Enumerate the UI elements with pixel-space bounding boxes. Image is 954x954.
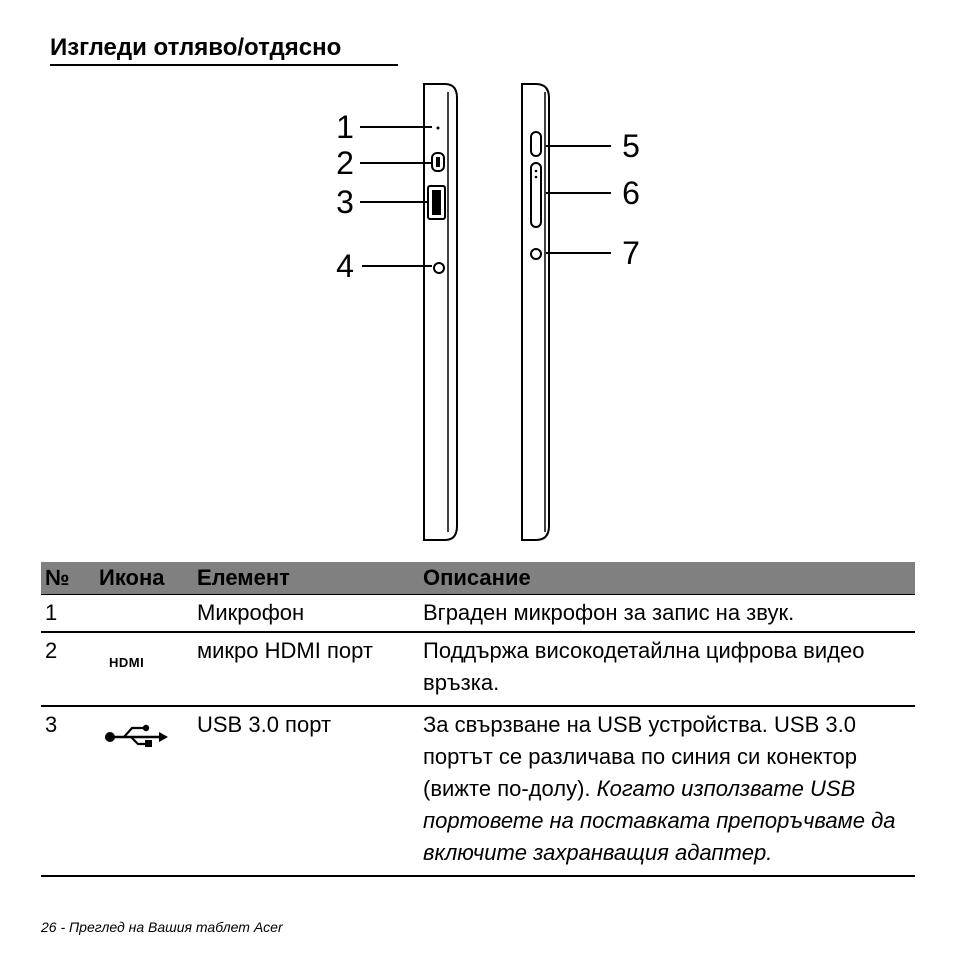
header-number: № [41, 562, 95, 595]
row-description [419, 632, 915, 706]
description-note: Когато използвате USB портовете на поставката препоръчваме да включите захранващия адаптер. [423, 776, 896, 865]
usb-icon [104, 723, 168, 756]
header-description: Описание [419, 562, 915, 595]
usb-port-inner [432, 190, 441, 215]
page-footer: 26 - Преглед на Вашия таблет Acer [41, 919, 283, 935]
callout-7: 7 [622, 235, 640, 271]
micro-hdmi-port-inner [436, 157, 440, 167]
table-row [41, 632, 915, 706]
row-icon-cell [95, 706, 193, 876]
table-row [41, 595, 915, 633]
row-number: 3 [41, 706, 95, 876]
microphone-hole [437, 127, 440, 130]
callout-2: 2 [336, 145, 354, 181]
description-text: За свързване на USB устройства. USB 3.0 портът се различава по синия си конектор (вижте по-долу). [423, 712, 858, 801]
right-jack [531, 249, 541, 259]
row-element: Микрофон [193, 595, 419, 633]
power-button [531, 132, 541, 156]
row-description [419, 706, 915, 876]
table-row [41, 706, 915, 876]
description-text: Вграден микрофон за запис на звук. [423, 600, 795, 625]
row-element: USB 3.0 порт [193, 706, 419, 876]
audio-jack [434, 263, 444, 273]
header-icon: Икона [95, 562, 193, 595]
right-side-view [522, 84, 549, 540]
table-header-row [41, 562, 915, 595]
row-icon-cell [95, 632, 193, 706]
row-element: микро HDMI порт [193, 632, 419, 706]
description-text: Поддържа високодетайлна цифрова видео връзка. [423, 638, 865, 695]
callout-6: 6 [622, 175, 640, 211]
row-number: 1 [41, 595, 95, 633]
volume-button [531, 163, 541, 227]
header-element: Елемент [193, 562, 419, 595]
callout-3: 3 [336, 184, 354, 220]
row-description [419, 595, 915, 633]
callout-4: 4 [336, 248, 354, 284]
callout-1: 1 [336, 109, 354, 145]
hdmi-icon: HDMI [109, 655, 145, 670]
page-heading: Изгледи отляво/отдясно [50, 34, 342, 61]
ports-table [41, 562, 915, 877]
row-icon-cell [95, 595, 193, 633]
row-number: 2 [41, 632, 95, 706]
callout-5: 5 [622, 128, 640, 164]
